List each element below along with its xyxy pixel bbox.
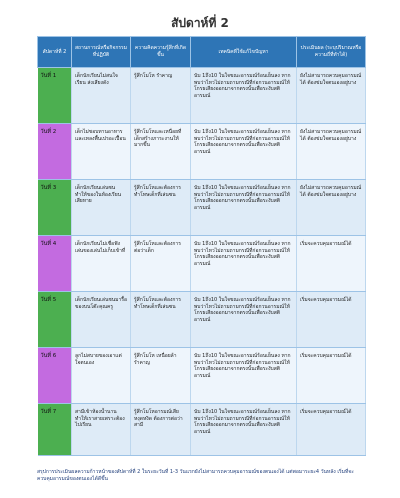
page-title: สัปดาห์ที่ 2 <box>171 16 229 30</box>
technique-cell: นับ 1ถึง10 ในใจขณะอารมณ์ร้อนเย็นลง หากพบว่าไหวไม่ถามถามกรณีที่ก่อกวนอารมณ์ให้โกรธเสียงออกมาจากตรงนั้นเพื่อระงับสติ อารมณ์ <box>191 348 297 404</box>
result-cell: ยังไม่สามารถควบคุมอารมณ์ได้ ต้องข่มใจตนเองอยู่บาง <box>297 180 366 236</box>
column-header-week: สัปดาห์ที่ 2 <box>38 37 72 68</box>
day-label: วันที่ 3 <box>38 180 72 236</box>
feeling-cell: รู้สึกโมโหอารมณ์เสียหงุดหงิด ต้องการต่อว่าสามี <box>131 404 191 456</box>
activity-cell: ลูกไม่สบายของเอาแต่ใจตนเอง <box>72 348 131 404</box>
activity-cell: สามีเข้าห้องน้ำนานทำให้เราสายเพราะต้องไปเรียน <box>72 404 131 456</box>
feeling-cell: รู้สึกโมโหและต้องการทำโทษเด็กที่เล่นซน <box>131 180 191 236</box>
result-cell: เริ่มจะควบคุมอารมณ์ได้ <box>297 404 366 456</box>
technique-cell: นับ 1ถึง10 ในใจขณะอารมณ์ร้อนเย็นลง หากพบว่าไหวไม่ถามถามกรณีที่ก่อกวนอารมณ์ให้โกรธเสียงออกมาจากตรงนั้นเพื่อระงับสติ อารมณ์ <box>191 124 297 180</box>
column-header-technique: เทคนิคที่ใช้แก้ไขปัญหา <box>191 37 297 68</box>
activity-cell: เด็กไม่ชอบทานอาหารและเทลงพื้นเปรอะเปื้อน <box>72 124 131 180</box>
day-label: วันที่ 1 <box>38 68 72 124</box>
table-row <box>38 68 366 124</box>
table-row <box>38 404 366 456</box>
day-label: วันที่ 5 <box>38 292 72 348</box>
table-row <box>38 348 366 404</box>
activity-cell: เด็กนักเรียนเล่นซน ทำให้ของในห้องเรียนเสียหาย <box>72 180 131 236</box>
activity-cell: เด็กนักเรียนเล่นชนมารื้อของบนโต๊ะคุณครู <box>72 292 131 348</box>
technique-cell: นับ 1ถึง10 ในใจขณะอารมณ์ร้อนเย็นลง หากพบว่าไหวไม่ถามถามกรณีที่ก่อกวนอารมณ์ให้โกรธเสียงออกมาจากตรงนั้นเพื่อระงับสติ อารมณ์ <box>191 236 297 292</box>
day-label: วันที่ 4 <box>38 236 72 292</box>
day-label: วันที่ 2 <box>38 124 72 180</box>
activity-cell: เด็กนักเรียนไม่สนใจเรียน ส่งเสียงดัง <box>72 68 131 124</box>
technique-cell: นับ 1ถึง10 ในใจขณะอารมณ์ร้อนเย็นลง หากพบว่าไหวไม่ถามถามกรณีที่ก่อกวนอารมณ์ให้โกรธเสียงออกมาจากตรงนั้นเพื่อระงับสติ อารมณ์ <box>191 180 297 236</box>
table-row <box>38 292 366 348</box>
column-header-result: ประเมินผล (ระบุปริมาณหรือความถี่ที่ทำได้) <box>297 37 366 68</box>
feeling-cell: รู้สึกโมโห รำคาญ <box>131 68 191 124</box>
result-cell: เริ่มจะควบคุมอารมณ์ได้ <box>297 348 366 404</box>
day-label: วันที่ 6 <box>38 348 72 404</box>
table-row <box>38 236 366 292</box>
result-cell: ยังไม่สามารถควบคุมอารมณ์ได้ ต้องข่มใจตนเองอยู่บาง <box>297 124 366 180</box>
result-cell: เริ่มจะควบคุมอารมณ์ได้ <box>297 292 366 348</box>
table-row <box>38 124 366 180</box>
table-row <box>38 180 366 236</box>
weekly-summary: สรุปการประเมินผลความก้าวหน้าของสัปดาห์ที่ 2 ในระยะวันที่ 1-3 วันแรกยังไม่สามารถควบคุมอารมณ์ของตนเองได้ แต่พอมาระยะ4 วันหลัง เริ่มที่จะควบคุมอารมณ์ของตนเองได้ดีขึ้น <box>37 469 354 482</box>
activity-cell: เด็กนักเรียนไม่เชื่อฟังเล่นของเล่นไม่เก็บเข้าที่ <box>72 236 131 292</box>
technique-cell: นับ 1ถึง10 ในใจขณะอารมณ์ร้อนเย็นลง หากพบว่าไหวไม่ถามถามกรณีที่ก่อกวนอารมณ์ให้โกรธเสียงออกมาจากตรงนั้นเพื่อระงับสติ อารมณ์ <box>191 68 297 124</box>
result-cell: ยังไม่สามารถควบคุมอารมณ์ได้ ต้องข่มใจตนเองอยู่บาง <box>297 68 366 124</box>
weekly-schedule-table <box>37 36 366 456</box>
day-label: วันที่ 7 <box>38 404 72 456</box>
feeling-cell: รู้สึกโมโห เหนื่อยล้า รำคาญ <box>131 348 191 404</box>
result-cell: เริ่มจะควบคุมอารมณ์ได้ <box>297 236 366 292</box>
feeling-cell: รู้สึกโมโหและต้องการต่อว่าเด็ก <box>131 236 191 292</box>
technique-cell: นับ 1ถึง10 ในใจขณะอารมณ์ร้อนเย็นลง หากพบว่าไหวไม่ถามถามกรณีที่ก่อกวนอารมณ์ให้โกรธเสียงออกมาจากตรงนั้นเพื่อระงับสติ อารมณ์ <box>191 404 297 456</box>
column-header-activity: สถานการณ์หรือกิจกรรมที่ปฏิบัติ <box>72 37 131 68</box>
technique-cell: นับ 1ถึง10 ในใจขณะอารมณ์ร้อนเย็นลง หากพบว่าไหวไม่ถามถามกรณีที่ก่อกวนอารมณ์ให้โกรธเสียงออกมาจากตรงนั้นเพื่อระงับสติ อารมณ์ <box>191 292 297 348</box>
feeling-cell: รู้สึกโมโหและเหนื่อยที่เด็กสร้างภาระงานให้มากขึ้น <box>131 124 191 180</box>
feeling-cell: รู้สึกโมโหและต้องการทำโทษเด็กที่เล่นซน <box>131 292 191 348</box>
column-header-feeling: ความคิดความรู้สึกที่เกิดขึ้น <box>131 37 191 68</box>
table-header-row <box>38 37 366 68</box>
